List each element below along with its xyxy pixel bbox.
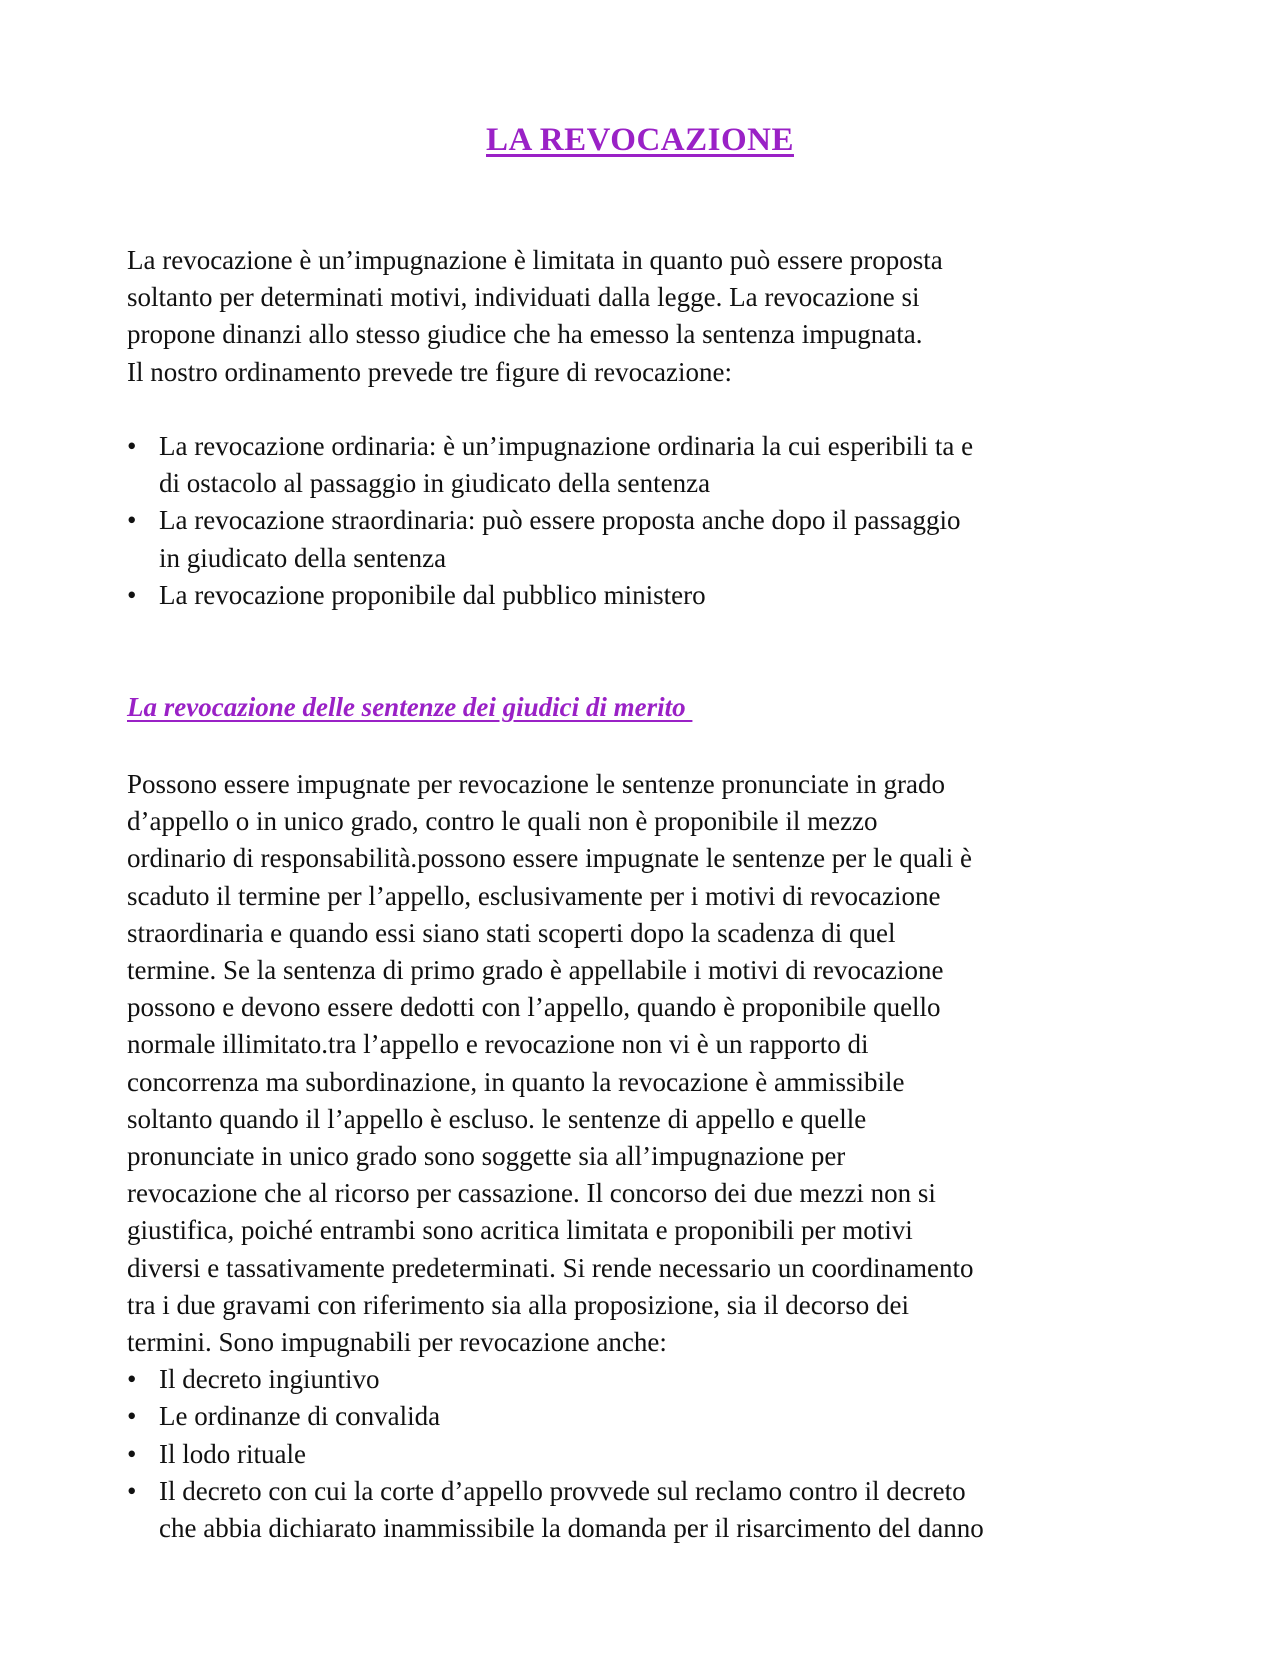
list-item-line: in giudicato della sentenza	[159, 542, 447, 573]
body-line: pronunciate in unico grado sono soggette sia all’impugnazione per	[127, 1141, 846, 1172]
bullet-icon: •	[127, 1475, 137, 1506]
list-item-line: La revocazione straordinaria: può essere proposta anche dopo il passaggio	[159, 505, 961, 536]
intro-line: soltanto per determinati motivi, individuati dalla legge. La revocazione si	[127, 282, 920, 313]
bullet-icon: •	[127, 579, 137, 610]
bullet-icon: •	[127, 431, 137, 461]
list-item	[127, 1398, 1167, 1435]
list-item-line: di ostacolo al passaggio in giudicato della sentenza	[159, 468, 711, 499]
body-line: straordinaria e quando essi siano stati scoperti dopo la scadenza di quel	[127, 917, 896, 948]
body-line: soltanto quando il l’appello è escluso. le sentenze di appello e quelle	[127, 1103, 867, 1134]
body-line: concorrenza ma subordinazione, in quanto la revocazione è ammissibile	[127, 1066, 905, 1097]
page-title: LA REVOCAZIONE	[486, 122, 794, 158]
bullet-icon: •	[127, 1401, 137, 1432]
list-item	[127, 577, 1167, 614]
body-line: d’appello o in unico grado, contro le quali non è proponibile il mezzo	[127, 806, 878, 837]
body-line: ordinario di responsabilità.possono essere impugnate le sentenze per le quali è	[127, 843, 972, 874]
list-item-line: Il decreto ingiuntivo	[159, 1364, 380, 1395]
list-item-line: che abbia dichiarato inammissibile la domanda per il risarcimento del danno	[159, 1513, 984, 1544]
body-paragraph	[127, 766, 1167, 1547]
bullet-icon: •	[127, 1364, 137, 1395]
body-line: tra i due gravami con riferimento sia alla proposizione, sia il decorso dei	[127, 1289, 909, 1320]
intro-line: La revocazione è un’impugnazione è limitata in quanto può essere proposta	[127, 245, 943, 275]
bullet-icon: •	[127, 1438, 137, 1469]
intro-line: Il nostro ordinamento prevede tre figure di revocazione:	[127, 356, 733, 387]
impugnabili-list	[127, 1361, 1167, 1547]
body-line: normale illimitato.tra l’appello e revocazione non vi è un rapporto di	[127, 1029, 869, 1060]
body-line: revocazione che al ricorso per cassazione. Il concorso dei due mezzi non si	[127, 1178, 936, 1209]
list-item-line: Le ordinanze di convalida	[159, 1401, 441, 1432]
intro-paragraph	[127, 242, 1167, 391]
bullet-icon: •	[127, 505, 137, 536]
list-item-line: Il decreto con cui la corte d’appello provvede sul reclamo contro il decreto	[159, 1475, 966, 1506]
list-item	[127, 1361, 1167, 1398]
list-item-line: La revocazione proponibile dal pubblico ministero	[159, 579, 706, 610]
list-item	[127, 1436, 1167, 1473]
body-line: giustifica, poiché entrambi sono acritica limitata e proponibili per motivi	[127, 1215, 913, 1246]
revocation-figures-list	[127, 428, 1167, 614]
body-line: scaduto il termine per l’appello, esclusivamente per i motivi di revocazione	[127, 880, 941, 911]
body-line: termini. Sono impugnabili per revocazione anche:	[127, 1327, 667, 1358]
body-line: possono e devono essere dedotti con l’appello, quando è proponibile quello	[127, 992, 941, 1023]
body-line: termine. Se la sentenza di primo grado è appellabile i motivi di revocazione	[127, 955, 944, 986]
body-line: diversi e tassativamente predeterminati. Si rende necessario un coordinamento	[127, 1252, 974, 1283]
list-item	[127, 502, 1167, 576]
intro-line: propone dinanzi allo stesso giudice che ha emesso la sentenza impugnata.	[127, 319, 923, 350]
list-item	[127, 428, 1167, 502]
list-item-line: La revocazione ordinaria: è un’impugnazione ordinaria la cui esperibili ta e	[159, 431, 974, 461]
body-line: Possono essere impugnate per revocazione le sentenze pronunciate in grado	[127, 769, 945, 799]
section-subtitle: La revocazione delle sentenze dei giudici di merito	[127, 692, 693, 722]
list-item-line: Il lodo rituale	[159, 1438, 306, 1469]
list-item	[127, 1473, 1167, 1547]
